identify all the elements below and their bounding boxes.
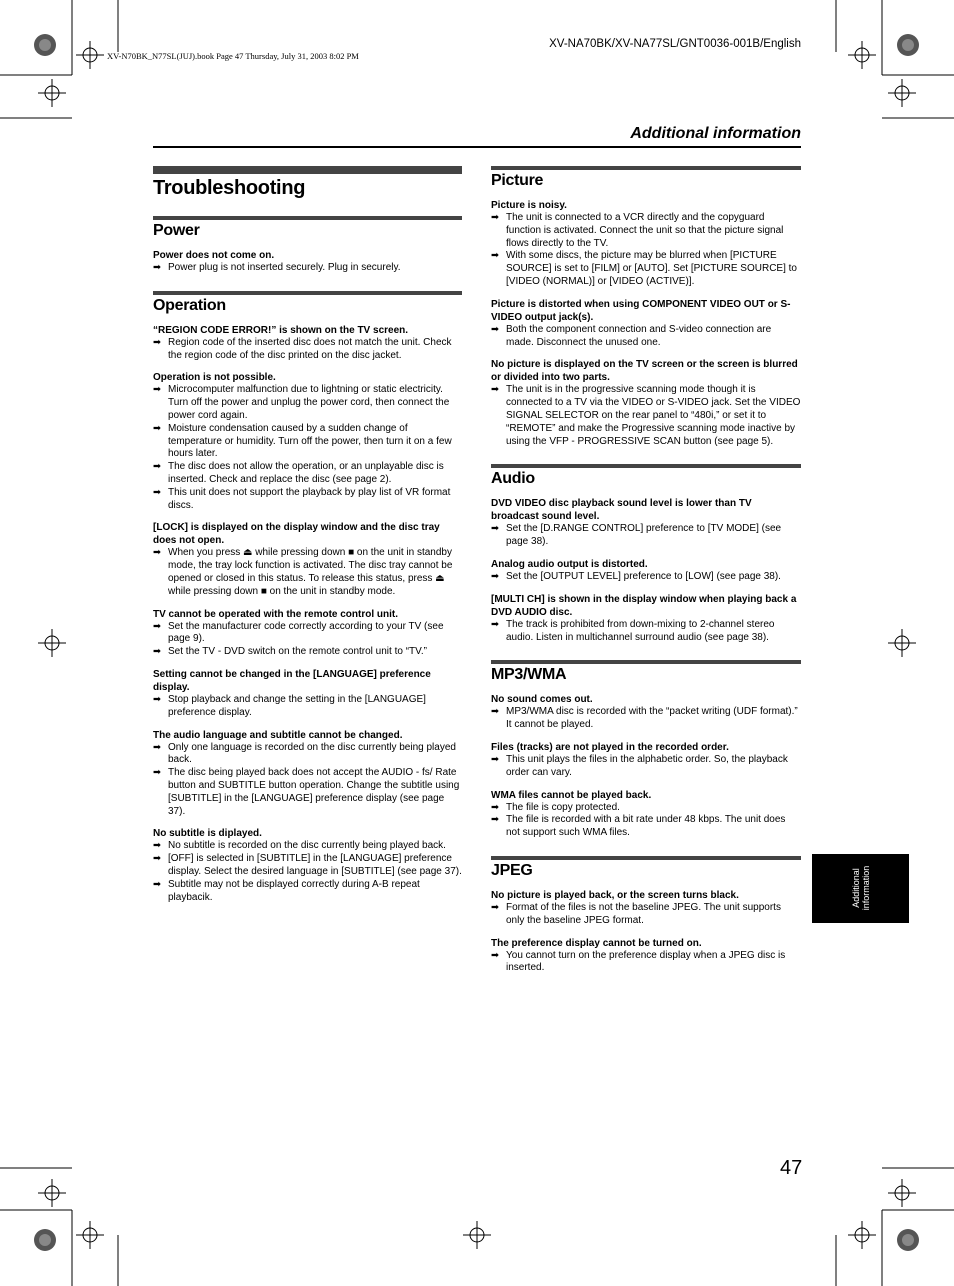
issue: [491, 358, 801, 448]
remedy-item: [491, 754, 801, 780]
right-column: [491, 166, 801, 975]
remedy-item: [153, 840, 462, 853]
remedy-list: [491, 384, 801, 448]
issue: [491, 789, 801, 840]
remedy-list: [491, 902, 801, 928]
remedy-item: [153, 742, 462, 768]
remedy-item: [491, 523, 801, 549]
remedy-text: The disc being played back does not accept the AUDIO - fs/ Rate button and SUBTITLE button operation. Change the subtitle using [SUBTITLE] in the [LANGUAGE] preference display (see page 37).: [168, 767, 460, 817]
arrow-icon: ➡: [153, 422, 161, 434]
remedy-list: [153, 547, 462, 598]
arrow-icon: ➡: [153, 693, 161, 705]
remedy-item: [153, 621, 462, 647]
remedy-text: No subtitle is recorded on the disc currently being played back.: [168, 840, 446, 852]
remedy-item: [491, 802, 801, 815]
remedy-text: This unit does not support the playback by play list of VR format discs.: [168, 486, 451, 511]
section-power: [153, 216, 462, 275]
model-number: XV-NA70BK/XV-NA77SL/GNT0036-001B/English: [549, 38, 801, 50]
arrow-icon: ➡: [153, 486, 161, 498]
remedy-list: [491, 950, 801, 976]
remedy-item: [153, 853, 462, 879]
remedy-text: Moisture condensation caused by a sudden change of temperature or humidity. Turn off the power, then turn it on a few hours later.: [168, 422, 452, 460]
remedy-list: [153, 384, 462, 512]
remedy-text: When you press ⏏ while pressing down ■ on the unit in standby mode, the tray lock function is activated. The disc tray cannot be opened or closed in this status. To release this status, press ⏏ while pressing down ■ on the unit in standby mode.: [168, 547, 453, 597]
remedy-text: Subtitle may not be displayed correctly during A-B repeat playbacik.: [168, 878, 420, 903]
left-column: [153, 166, 462, 904]
arrow-icon: ➡: [491, 949, 499, 961]
section-header: [153, 124, 801, 148]
arrow-icon: ➡: [491, 618, 499, 630]
remedy-text: Format of the files is not the baseline JPEG. The unit supports only the baseline JPEG format.: [506, 901, 781, 926]
remedy-text: Stop playback and change the setting in the [LANGUAGE] preference display.: [168, 693, 426, 718]
issue-title: No subtitle is diplayed.: [153, 828, 262, 840]
issue-title: Files (tracks) are not played in the recorded order.: [491, 741, 729, 753]
book-info-line: XV-N70BK_N77SL(JUJ).book Page 47 Thursday, July 31, 2003 8:02 PM: [107, 51, 359, 61]
remedy-text: [OFF] is selected in [SUBTITLE] in the [LANGUAGE] preference display. Select the desired language in [SUBTITLE] (see page 37).: [168, 853, 462, 877]
issue: [153, 371, 462, 512]
remedy-item: [153, 547, 462, 598]
remedy-text: The track is prohibited from down-mixing to 2-channel stereo audio. Listen in multichannel surround audio (see page 38).: [506, 618, 775, 643]
arrow-icon: ➡: [153, 384, 161, 396]
arrow-icon: ➡: [153, 336, 161, 348]
issue: [491, 558, 801, 584]
remedy-item: [491, 324, 801, 350]
side-tab-label: Additional information: [851, 865, 871, 911]
issue-title: Setting cannot be changed in the [LANGUAGE] preference display.: [153, 668, 431, 693]
section-title: Audio: [491, 464, 801, 488]
remedy-list: [491, 571, 801, 584]
remedy-item: [153, 767, 462, 818]
remedy-text: Microcomputer malfunction due to lightning or static electricity. Turn off the power and unplug the power cord, then connect the power cord again.: [168, 384, 450, 421]
issue: [153, 521, 462, 598]
remedy-item: [153, 879, 462, 905]
remedy-item: [491, 706, 801, 732]
issue: [491, 298, 801, 350]
remedy-item: [491, 212, 801, 250]
issue-title: Analog audio output is distorted.: [491, 558, 648, 570]
arrow-icon: ➡: [491, 706, 499, 718]
remedy-list: [491, 754, 801, 780]
remedy-item: [153, 694, 462, 720]
remedy-item: [491, 950, 801, 976]
arrow-icon: ➡: [491, 901, 499, 913]
arrow-icon: ➡: [491, 570, 499, 582]
arrow-icon: ➡: [491, 753, 499, 765]
section-title: Power: [153, 216, 462, 240]
remedy-text: Power plug is not inserted securely. Plug in securely.: [168, 262, 401, 273]
remedy-item: [153, 337, 462, 363]
remedy-item: [153, 461, 462, 487]
issue-title: No sound comes out.: [491, 694, 593, 706]
issue-title: “REGION CODE ERROR!” is shown on the TV screen.: [153, 324, 409, 336]
remedy-text: This unit plays the files in the alphabetic order. So, the playback order can vary.: [506, 753, 788, 778]
remedy-text: Only one language is recorded on the disc currently being played back.: [168, 741, 456, 766]
issue: [491, 693, 801, 732]
left-sections: [153, 216, 462, 904]
arrow-icon: ➡: [153, 741, 161, 753]
section-title: Picture: [491, 166, 801, 190]
remedy-text: MP3/WMA disc is recorded with the “packet writing (UDF format).” It cannot be played.: [506, 706, 798, 731]
remedy-item: [153, 646, 462, 659]
issue: [491, 497, 801, 549]
arrow-icon: ➡: [153, 262, 161, 273]
issue: [153, 324, 462, 363]
issue-title: WMA files cannot be played back.: [491, 789, 652, 801]
arrow-icon: ➡: [153, 646, 161, 658]
remedy-list: [153, 742, 462, 819]
section-title: MP3/WMA: [491, 660, 801, 684]
remedy-text: Region code of the inserted disc does not match the unit. Check the region code of the disc printed on the disc jacket.: [168, 336, 452, 361]
remedy-item: [153, 262, 462, 275]
arrow-icon: ➡: [491, 250, 499, 262]
remedy-text: Set the TV - DVD switch on the remote control unit to “TV.”: [168, 646, 427, 658]
page-title: Troubleshooting: [153, 166, 462, 200]
issue-title: Power does not come on.: [153, 250, 275, 261]
remedy-list: [153, 840, 462, 904]
remedy-item: [491, 902, 801, 928]
remedy-item: [153, 384, 462, 422]
arrow-icon: ➡: [153, 767, 161, 779]
arrow-icon: ➡: [491, 212, 499, 223]
arrow-icon: ➡: [491, 323, 499, 335]
issue-title: Picture is noisy.: [491, 200, 567, 211]
remedy-list: [153, 337, 462, 363]
remedy-text: The unit is connected to a VCR directly and the copyguard function is activated. Connect the unit so that the picture signal flows directly to the TV.: [506, 212, 784, 249]
remedy-list: [153, 621, 462, 659]
remedy-item: [153, 487, 462, 513]
issue: [153, 608, 462, 659]
remedy-item: [491, 384, 801, 448]
section-jpeg: [491, 856, 801, 975]
remedy-item: [153, 423, 462, 461]
arrow-icon: ➡: [153, 853, 161, 865]
section-audio: [491, 464, 801, 644]
remedy-text: The unit is in the progressive scanning mode though it is connected to a TV via the VIDEO or S-VIDEO jack. Set the VIDEO SIGNAL SELECTOR on the rear panel to “480i,” or set it to “REMOTE” and make the Progressive scanning mode inactive by using the VFP - PROGRESSIVE SCAN button (see page 5).: [506, 384, 801, 447]
remedy-text: The file is recorded with a bit rate under 48 kbps. The unit does not support such WMA files.: [506, 814, 786, 839]
arrow-icon: ➡: [491, 384, 499, 396]
issue: [153, 827, 462, 904]
issue: [153, 668, 462, 720]
section-title: Operation: [153, 291, 462, 315]
issue-title: The preference display cannot be turned on.: [491, 937, 702, 949]
page-number: 47: [780, 1157, 803, 1179]
remedy-list: [491, 324, 801, 350]
issue-title: The audio language and subtitle cannot be changed.: [153, 729, 403, 741]
remedy-text: Set the [D.RANGE CONTROL] preference to [TV MODE] (see page 38).: [506, 523, 782, 548]
section-mp3-wma: [491, 660, 801, 840]
remedy-list: [491, 802, 801, 840]
arrow-icon: ➡: [153, 620, 161, 632]
arrow-icon: ➡: [153, 878, 161, 890]
remedy-text: Set the [OUTPUT LEVEL] preference to [LOW] (see page 38).: [506, 570, 781, 582]
section-header-label: Additional information: [630, 125, 801, 142]
side-tab: [812, 854, 909, 923]
issue-title: Picture is distorted when using COMPONENT VIDEO OUT or S-VIDEO output jack(s).: [491, 298, 791, 323]
remedy-list: [153, 262, 462, 275]
remedy-list: [153, 694, 462, 720]
issue-title: Operation is not possible.: [153, 372, 276, 384]
remedy-item: [491, 571, 801, 584]
issue: [491, 937, 801, 976]
section-operation: [153, 291, 462, 905]
issue: [491, 889, 801, 928]
remedy-item: [491, 250, 801, 288]
issue: [153, 249, 462, 275]
issue: [491, 593, 801, 645]
remedy-item: [491, 814, 801, 840]
arrow-icon: ➡: [153, 547, 161, 559]
right-sections: [491, 166, 801, 975]
issue-title: No picture is displayed on the TV screen or the screen is blurred or divided into two parts.: [491, 359, 798, 384]
issue-title: DVD VIDEO disc playback sound level is lower than TV broadcast sound level.: [491, 498, 752, 523]
issue-title: No picture is played back, or the screen turns black.: [491, 889, 739, 901]
issue: [153, 729, 462, 819]
issue-title: TV cannot be operated with the remote control unit.: [153, 608, 399, 620]
issue: [491, 741, 801, 780]
issue: [491, 199, 801, 289]
issue-title: [LOCK] is displayed on the display window and the disc tray does not open.: [153, 522, 440, 547]
remedy-text: The disc does not allow the operation, or an unplayable disc is inserted. Check and replace the disc (see page 2).: [168, 461, 444, 485]
arrow-icon: ➡: [491, 801, 499, 813]
remedy-list: [491, 706, 801, 732]
remedy-text: The file is copy protected.: [506, 801, 620, 813]
remedy-list: [491, 619, 801, 645]
remedy-text: You cannot turn on the preference display when a JPEG disc is inserted.: [506, 949, 786, 974]
issue-title: [MULTI CH] is shown in the display window when playing back a DVD AUDIO disc.: [491, 593, 797, 618]
remedy-text: With some discs, the picture may be blurred when [PICTURE SOURCE] is set to [FILM] or [AUTO]. Set [PICTURE SOURCE] to [VIDEO (NORMAL)] or [VIDEO (ACTIVE)].: [506, 250, 797, 287]
remedy-item: [491, 619, 801, 645]
remedy-text: Both the component connection and S-video connection are made. Disconnect the unused one.: [506, 323, 772, 348]
section-picture: [491, 166, 801, 448]
arrow-icon: ➡: [153, 461, 161, 473]
arrow-icon: ➡: [491, 523, 499, 535]
arrow-icon: ➡: [491, 814, 499, 826]
section-title: JPEG: [491, 856, 801, 880]
arrow-icon: ➡: [153, 840, 161, 852]
remedy-list: [491, 212, 801, 289]
remedy-text: Set the manufacturer code correctly according to your TV (see page 9).: [168, 620, 444, 645]
remedy-list: [491, 523, 801, 549]
